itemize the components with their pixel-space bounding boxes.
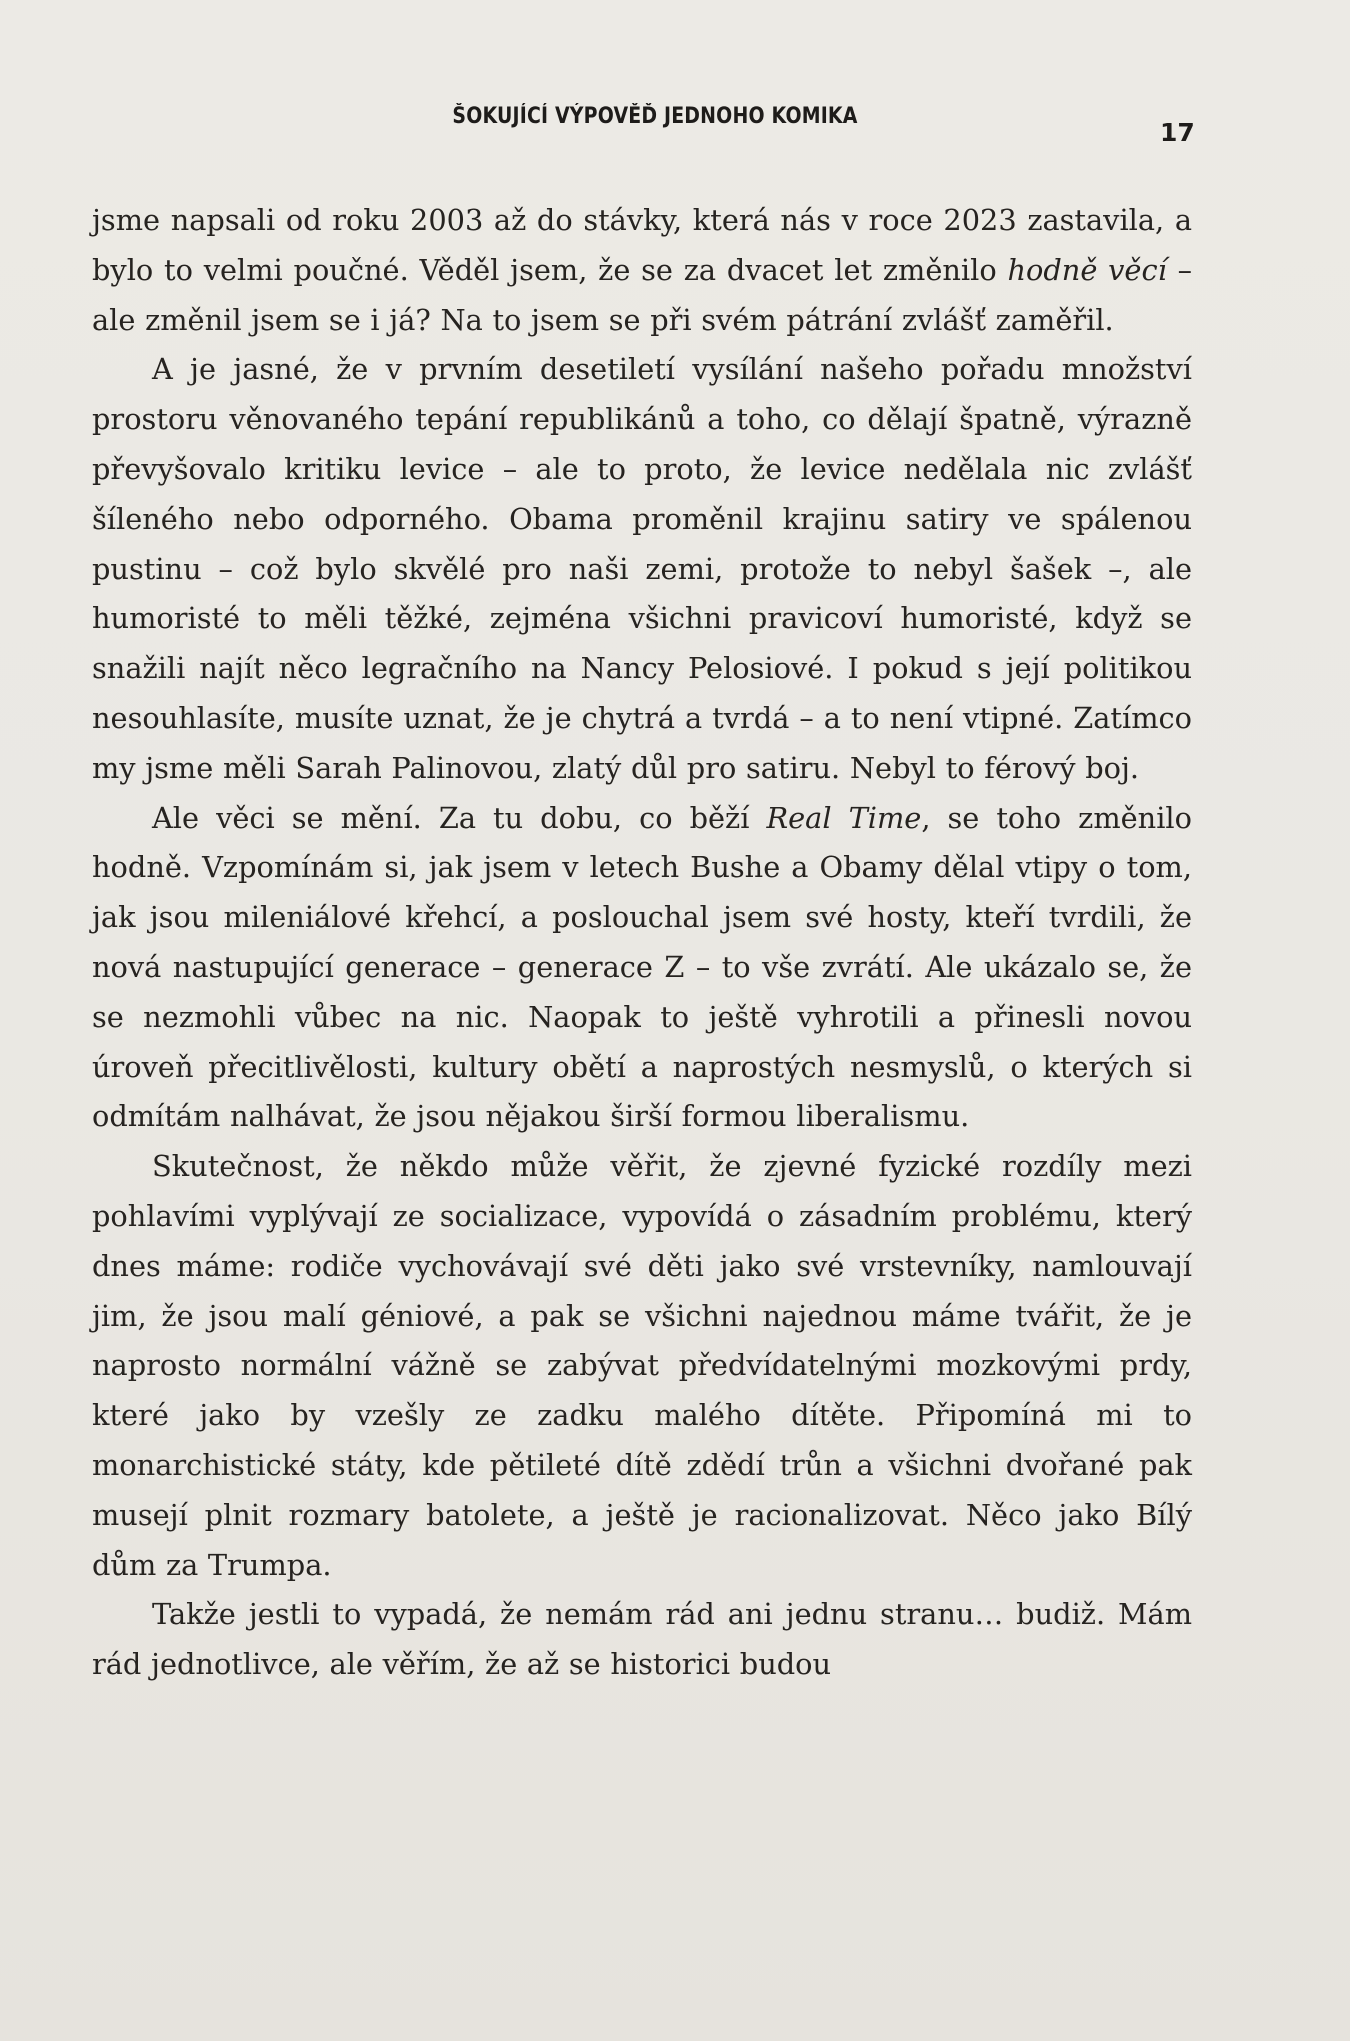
- paragraph-text: Skutečnost, že někdo může věřit, že zjevné fyzické rozdíly mezi pohlavími vyplývají ze socializace, vypovídá o zásadním problému, který dnes máme: rodiče vychovávají své děti jako své vrstevníky, namlouvají jim, že jsou malí géniové, a pak se všichni najednou máme tvářit, že je naprosto normální vážně se zabývat předvídatelnými mozkovými prdy, které jako by vzešly ze zadku malého dítěte. Připomíná mi to monarchistické státy, kde pětileté dítě zdědí trůn a všichni dvořané pak musejí plnit rozmary batolete, a ještě je racionalizovat. Něco jako Bílý dům za Trumpa.: [92, 1149, 1192, 1582]
- body-text: [92, 196, 1192, 1690]
- paragraph-5: [92, 1590, 1192, 1690]
- paragraph-text: – ale změnil jsem se i já? Na to jsem se při svém pátrání zvlášť zaměřil.: [92, 252, 1192, 337]
- paragraph-text: jsme napsali od roku 2003 až do stávky, která nás v roce 2023 zastavila, a bylo to velmi poučné. Věděl jsem, že se za dvacet let změnilo: [92, 203, 1192, 287]
- italic-phrase: hodně věcí: [1007, 252, 1167, 287]
- paragraph-1: [92, 196, 1192, 345]
- running-head: ŠOKUJÍCÍ VÝPOVĚĎ JEDNOHO KOMIKA: [452, 104, 858, 129]
- paragraph-text: , se toho změnilo hodně. Vzpomínám si, jak jsem v letech Bushe a Obamy dělal vtipy o tom, jak jsou mileniálové křehcí, a poslouchal jsem své hosty, kteří tvrdili, že nová nastupující generace – generace Z – to vše zvrátí. Ale ukázalo se, že se nezmohli vůbec na nic. Naopak to ještě vyhrotili a přinesli novou úroveň přecitlivělosti, kultury obětí a naprostých nesmyslů, o kterých si odmítám nalhávat, že jsou nějakou širší formou liberalismu.: [92, 800, 1192, 1134]
- show-title: Real Time: [766, 800, 922, 835]
- paragraph-4: [92, 1142, 1192, 1590]
- page-number: 17: [1160, 118, 1195, 147]
- paragraph-text: Takže jestli to vypadá, že nemám rád ani jednu stranu… budiž. Mám rád jednotlivce, ale věřím, že až se historici budou: [92, 1597, 1192, 1682]
- paragraph-3: [92, 794, 1192, 1143]
- paragraph-text: Ale věci se mění. Za tu dobu, co běží: [152, 800, 767, 835]
- paragraph-2: [92, 345, 1192, 793]
- paragraph-text: A je jasné, že v prvním desetiletí vysílání našeho pořadu množství prostoru věnovaného tepání republikánů a toho, co dělají špatně, výrazně převyšovalo kritiku levice – ale to proto, že levice nedělala nic zvlášť šíleného nebo odporného. Obama proměnil krajinu satiry ve spálenou pustinu – což bylo skvělé pro naši zemi, protože to nebyl šašek –, ale humoristé to měli těžké, zejména všichni pravicoví humoristé, když se snažili najít něco legračního na Nancy Pelosiové. I pokud s její politikou nesouhlasíte, musíte uznat, že je chytrá a tvrdá – a to není vtipné. Zatímco my jsme měli Sarah Palinovou, zlatý důl pro satiru. Nebyl to férový boj.: [92, 352, 1192, 785]
